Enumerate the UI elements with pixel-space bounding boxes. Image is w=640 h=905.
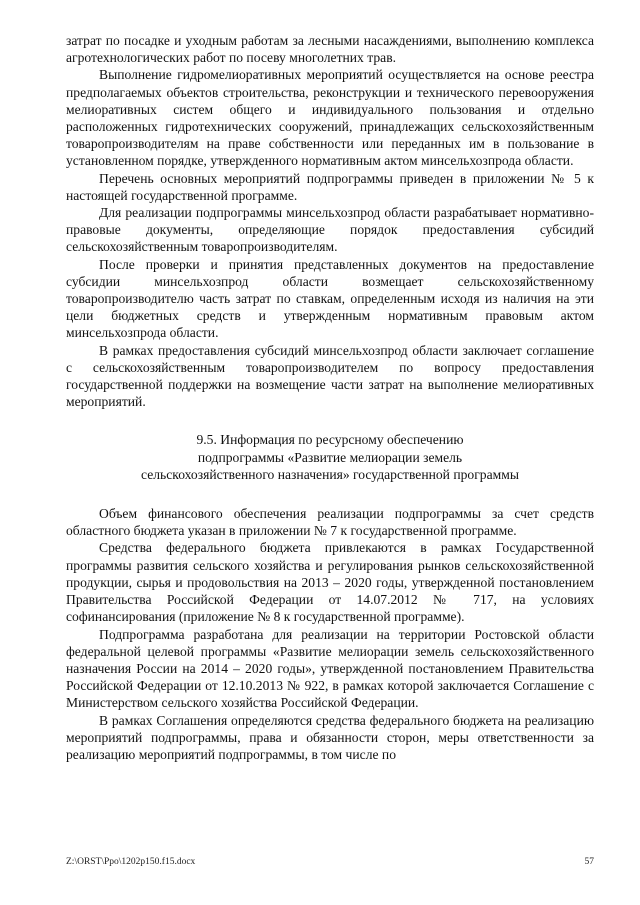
section-heading	[66, 431, 594, 483]
paragraph-hydromelioration-registry: Выполнение гидромелиоративных мероприятий осуществляется на основе реестра предполагаемых объектов строительства, реконструкции и технического перевооружения мелиоративных систем общего и индивидуального пользования и отдельно расположенных гидротехнических сооружений, принадлежащих сельскохозяйственным товаропроизводителям на праве собственности или переданных им в пользование в установленном порядке, утвержденного нормативным актом минсельхозпрода области.	[66, 67, 594, 169]
footer-file-path: Z:\ORST\Ppo\1202p150.f15.docx	[66, 857, 196, 867]
paragraph-subsidy-reimbursement: После проверки и принятия представленных документов на предоставление субсидии минсельхозпрод области возмещает сельскохозяйственному товаропроизводителю часть затрат по ставкам, определенным исходя из наличия на эти цели бюджетных средств и утвержденным нормативным правовым актом минсельхозпрода области.	[66, 256, 594, 341]
section-heading-line: подпрограммы «Развитие мелиорации земель	[197, 449, 463, 465]
document-body	[66, 32, 594, 763]
paragraph-agreement-terms: В рамках Соглашения определяются средства федерального бюджета на реализацию мероприятий подпрограммы, права и обязанности сторон, меры ответственности за реализацию мероприятий подпрограммы, в том числе по	[66, 712, 594, 762]
paragraph-regional-budget: Объем финансового обеспечения реализации подпрограммы за счет средств областного бюджета указан в приложении № 7 к государственной программе.	[66, 506, 594, 539]
paragraph-activities-list: Перечень основных мероприятий подпрограммы приведен в приложении № 5 к настоящей государственной программе.	[66, 170, 594, 203]
paragraph-normative-documents: Для реализации подпрограммы минсельхозпрод области разрабатывает нормативно-правовые документы, определяющие порядок предоставления субсидий сельскохозяйственным товаропроизводителям.	[66, 205, 594, 255]
paragraph-continuation: затрат по посадке и уходным работам за лесными насаждениями, выполнению комплекса агротехнологических работ по посеву многолетних трав.	[66, 33, 594, 66]
page-footer	[66, 855, 594, 869]
paragraph-federal-budget: Средства федерального бюджета привлекаются в рамках Государственной программы развития сельского хозяйства и регулирования рынков сельскохозяйственной продукции, сырья и продовольствия на 2013 – 2020 годы, утвержденной постановлением Правительства Российской Федерации от 14.07.2012 № 717, на условиях софинансирования (приложение № 8 к государственной программе).	[66, 540, 594, 625]
spacer	[66, 483, 594, 505]
paragraph-subsidy-agreement: В рамках предоставления субсидий минсельхозпрод области заключает соглашение с сельскохозяйственным товаропроизводителем по вопросу предоставления государственной поддержки на возмещение части затрат на выполнение мелиоративных мероприятий.	[66, 342, 594, 410]
section-heading-line: 9.5. Информация по ресурсному обеспечению	[196, 432, 464, 448]
page-number: 57	[584, 857, 594, 867]
paragraph-federal-target-program: Подпрограмма разработана для реализации на территории Ростовской области федеральной целевой программы «Развитие мелиорации земель сельскохозяйственного назначения России на 2014 – 2020 годы», утвержденной постановлением Правительства Российской Федерации от 12.10.2013 № 922, в рамках которой заключается Соглашение с Министерством сельского хозяйства Российской Федерации.	[66, 626, 594, 711]
section-heading-line: сельскохозяйственного назначения» государственной программы	[141, 466, 519, 482]
spacer	[66, 410, 594, 431]
